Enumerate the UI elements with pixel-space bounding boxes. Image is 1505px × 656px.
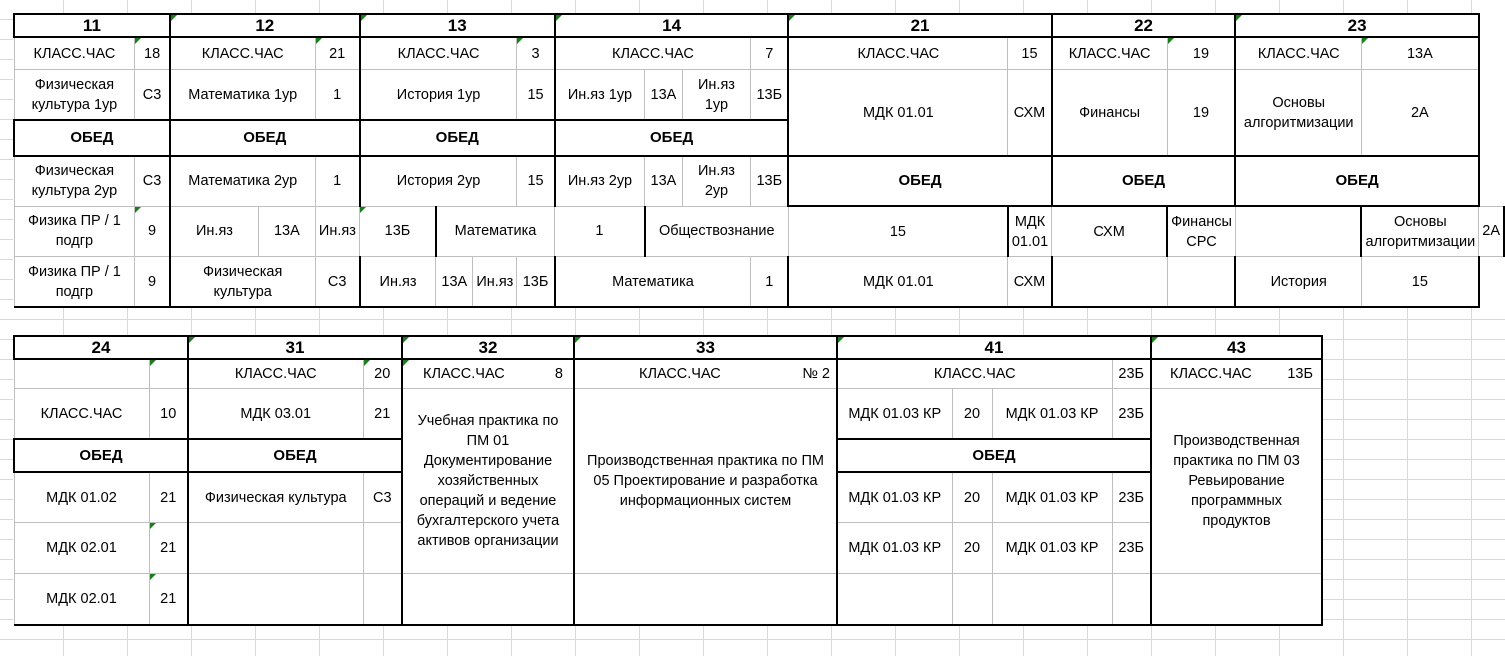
subject-cell[interactable] xyxy=(1052,257,1167,308)
subject-cell[interactable]: Ин.яз 1ур xyxy=(555,70,645,121)
room-cell[interactable] xyxy=(149,359,188,389)
subject-cell[interactable]: КЛАСС.ЧАС xyxy=(837,359,1112,389)
lunch-cell[interactable]: ОБЕД xyxy=(14,120,170,156)
subject-cell[interactable] xyxy=(188,523,363,574)
room-cell[interactable]: 13А xyxy=(645,70,683,121)
room-cell[interactable]: 13А xyxy=(436,257,473,308)
room-cell[interactable]: СХМ xyxy=(1052,206,1167,257)
room-cell[interactable]: 20 xyxy=(952,472,992,523)
lunch-cell[interactable]: ОБЕД xyxy=(837,439,1151,472)
group-header[interactable]: 33 xyxy=(574,336,837,359)
subject-cell[interactable]: Ин.яз xyxy=(170,206,259,257)
room-cell[interactable] xyxy=(363,574,402,626)
room-cell[interactable]: 15 xyxy=(517,156,555,206)
subject-cell[interactable]: МДК 01.01 xyxy=(788,257,1007,308)
lesson-row-1 xyxy=(14,389,1322,440)
subject-cell[interactable]: Физическая культура xyxy=(170,257,315,308)
class-hour-cell[interactable] xyxy=(402,359,574,389)
subject-cell[interactable]: История 1ур xyxy=(360,70,517,121)
room-cell[interactable]: 21 xyxy=(149,472,188,523)
subject-cell[interactable]: МДК 01.03 КР xyxy=(837,389,952,440)
class-hour-cell[interactable] xyxy=(574,359,837,389)
subject-cell[interactable]: Финансы xyxy=(1052,70,1167,157)
lunch-cell[interactable]: ОБЕД xyxy=(1052,156,1236,206)
practice-cell[interactable]: Производственная практика по ПМ 05 Проектирование и разработка информационных систем xyxy=(574,389,837,574)
subject-cell[interactable]: Физическая культура xyxy=(188,472,363,523)
class-hour-cell[interactable] xyxy=(1151,359,1322,389)
subject-cell[interactable]: МДК 02.01 xyxy=(14,574,149,626)
subject-cell[interactable]: Физика ПР / 1 подгр xyxy=(14,257,135,308)
subject-cell[interactable] xyxy=(837,574,952,626)
subject-label: КЛАСС.ЧАС xyxy=(1170,366,1252,382)
lesson-row-4 xyxy=(14,574,1322,626)
subject-cell[interactable]: МДК 01.03 КР xyxy=(837,523,952,574)
subject-cell[interactable]: КЛАСС.ЧАС xyxy=(170,37,315,70)
subject-cell[interactable]: Физическая культура 2ур xyxy=(14,156,135,206)
room-cell[interactable]: 13Б xyxy=(517,257,555,308)
room-cell[interactable]: 23Б xyxy=(1112,389,1151,440)
room-cell[interactable]: 9 xyxy=(135,257,170,308)
subject-cell[interactable]: Обществознание xyxy=(645,206,789,257)
room-cell[interactable]: 20 xyxy=(363,359,402,389)
subject-cell[interactable]: Финансы СРС xyxy=(1167,206,1235,257)
subject-cell[interactable]: Ин.яз 2ур xyxy=(682,156,750,206)
group-header[interactable]: 12 xyxy=(170,14,360,37)
subject-cell[interactable]: МДК 01.03 КР xyxy=(992,472,1112,523)
room-cell[interactable]: 1 xyxy=(751,257,789,308)
subject-cell[interactable]: КЛАСС.ЧАС xyxy=(14,37,135,70)
subject-cell[interactable]: МДК 01.03 КР xyxy=(992,389,1112,440)
subject-cell[interactable]: История xyxy=(1235,257,1361,308)
subject-cell[interactable]: Ин.яз xyxy=(360,257,436,308)
subject-label: КЛАСС.ЧАС xyxy=(639,366,721,382)
room-cell[interactable]: 13А xyxy=(1361,37,1478,70)
class-hour-row xyxy=(14,359,1322,389)
subject-cell[interactable]: МДК 01.02 xyxy=(14,472,149,523)
room-label: № 2 xyxy=(802,366,830,382)
room-cell[interactable]: С3 xyxy=(135,70,170,121)
group-header[interactable]: 13 xyxy=(360,14,555,37)
room-cell[interactable]: 23Б xyxy=(1112,472,1151,523)
group-header[interactable]: 23 xyxy=(1235,14,1478,37)
subject-cell[interactable]: Ин.яз 1ур xyxy=(682,70,750,121)
group-header[interactable]: 11 xyxy=(14,14,170,37)
subject-cell[interactable]: КЛАСС.ЧАС xyxy=(788,37,1007,70)
room-cell[interactable] xyxy=(1112,574,1151,626)
lunch-cell[interactable]: ОБЕД xyxy=(14,439,188,472)
room-cell[interactable]: 21 xyxy=(363,389,402,440)
group-header[interactable]: 21 xyxy=(788,14,1051,37)
subject-cell[interactable]: Ин.яз xyxy=(473,257,517,308)
subject-cell[interactable]: КЛАСС.ЧАС xyxy=(1052,37,1167,70)
header-row xyxy=(14,14,1504,37)
subject-cell[interactable]: Математика xyxy=(436,206,555,257)
room-cell[interactable]: 15 xyxy=(788,206,1007,257)
room-cell[interactable]: 3 xyxy=(517,37,555,70)
lesson-row-3 xyxy=(14,206,1504,257)
group-header[interactable]: 31 xyxy=(188,336,402,359)
room-cell[interactable]: 18 xyxy=(135,37,170,70)
lunch-cell[interactable]: ОБЕД xyxy=(788,156,1051,206)
subject-cell[interactable]: КЛАСС.ЧАС xyxy=(188,359,363,389)
lunch-cell[interactable]: ОБЕД xyxy=(555,120,789,156)
subject-cell[interactable]: МДК 01.03 КР xyxy=(837,472,952,523)
room-cell[interactable]: 13Б xyxy=(751,156,789,206)
schedule-table-bottom xyxy=(13,335,1323,626)
group-header[interactable]: 32 xyxy=(402,336,574,359)
subject-cell[interactable]: Математика xyxy=(555,257,751,308)
lunch-cell[interactable]: ОБЕД xyxy=(188,439,402,472)
room-cell[interactable]: С3 xyxy=(315,257,360,308)
room-cell[interactable]: 13А xyxy=(259,206,315,257)
room-cell[interactable]: 2А xyxy=(1479,206,1504,257)
lesson-row-2 xyxy=(14,156,1504,206)
lesson-row-1 xyxy=(14,70,1504,121)
room-cell[interactable]: 13Б xyxy=(360,206,436,257)
lunch-cell[interactable]: ОБЕД xyxy=(170,120,360,156)
room-cell[interactable]: 15 xyxy=(1361,257,1478,308)
subject-cell[interactable]: Математика 2ур xyxy=(170,156,315,206)
subject-cell[interactable]: МДК 01.03 КР xyxy=(992,523,1112,574)
subject-cell[interactable]: МДК 01.01 xyxy=(1008,206,1052,257)
room-cell[interactable]: 21 xyxy=(149,574,188,626)
room-label: 8 xyxy=(554,366,563,382)
practice-cell[interactable]: Учебная практика по ПМ 01 Документирование хозяйственных операций и ведение бухгалтерского учета активов организации xyxy=(402,389,574,574)
room-cell[interactable]: 19 xyxy=(1167,37,1235,70)
subject-cell[interactable]: Ин.яз xyxy=(315,206,360,257)
empty-cell[interactable] xyxy=(574,574,837,626)
subject-cell[interactable]: Физика ПР / 1 подгр xyxy=(14,206,135,257)
group-header[interactable]: 43 xyxy=(1151,336,1322,359)
room-cell[interactable]: 23Б xyxy=(1112,523,1151,574)
subject-cell[interactable] xyxy=(14,359,149,389)
subject-cell[interactable]: МДК 02.01 xyxy=(14,523,149,574)
room-cell[interactable] xyxy=(363,523,402,574)
subject-cell[interactable]: История 2ур xyxy=(360,156,517,206)
lesson-row-4 xyxy=(14,257,1504,308)
room-cell[interactable]: 23Б xyxy=(1112,359,1151,389)
room-cell[interactable]: 20 xyxy=(952,389,992,440)
room-label: 13Б xyxy=(1287,366,1313,382)
empty-cell[interactable] xyxy=(1151,574,1322,626)
room-cell[interactable]: 13Б xyxy=(751,70,789,121)
room-cell[interactable]: 7 xyxy=(751,37,789,70)
group-header[interactable]: 22 xyxy=(1052,14,1236,37)
subject-cell[interactable]: КЛАСС.ЧАС xyxy=(360,37,517,70)
subject-cell[interactable]: Основы алгоритмизации xyxy=(1235,70,1361,157)
lunch-cell[interactable]: ОБЕД xyxy=(1235,156,1478,206)
room-cell[interactable]: 10 xyxy=(149,389,188,440)
subject-cell[interactable]: Физическая культура 1ур xyxy=(14,70,135,121)
empty-cell[interactable] xyxy=(402,574,574,626)
subject-cell[interactable]: КЛАСС.ЧАС xyxy=(555,37,751,70)
room-cell[interactable]: 2А xyxy=(1361,70,1478,157)
room-cell[interactable]: 15 xyxy=(517,70,555,121)
practice-cell[interactable]: Производственная практика по ПМ 03 Ревьирование программных продуктов xyxy=(1151,389,1322,574)
room-cell[interactable]: СХМ xyxy=(1008,257,1052,308)
subject-cell[interactable]: Ин.яз 2ур xyxy=(555,156,645,206)
room-cell[interactable]: 20 xyxy=(952,523,992,574)
schedule-table-top xyxy=(13,13,1505,308)
room-cell[interactable]: 15 xyxy=(1008,37,1052,70)
room-cell[interactable]: С3 xyxy=(135,156,170,206)
room-cell[interactable]: 19 xyxy=(1167,70,1235,157)
class-hour-row xyxy=(14,37,1504,70)
lunch-cell[interactable]: ОБЕД xyxy=(360,120,555,156)
room-cell[interactable]: С3 xyxy=(363,472,402,523)
group-header[interactable]: 41 xyxy=(837,336,1151,359)
subject-cell[interactable] xyxy=(188,574,363,626)
room-cell[interactable]: 1 xyxy=(315,156,360,206)
subject-cell[interactable] xyxy=(992,574,1112,626)
subject-cell[interactable]: КЛАСС.ЧАС xyxy=(14,389,149,440)
group-header[interactable]: 14 xyxy=(555,14,789,37)
room-cell[interactable] xyxy=(1235,206,1361,257)
header-row xyxy=(14,336,1322,359)
room-cell[interactable]: 1 xyxy=(555,206,645,257)
room-cell[interactable] xyxy=(1167,257,1235,308)
room-cell[interactable]: 9 xyxy=(135,206,170,257)
subject-label: КЛАСС.ЧАС xyxy=(423,366,505,382)
subject-cell[interactable]: Математика 1ур xyxy=(170,70,315,121)
subject-cell[interactable]: КЛАСС.ЧАС xyxy=(1235,37,1361,70)
room-cell[interactable] xyxy=(952,574,992,626)
room-cell[interactable]: 21 xyxy=(149,523,188,574)
subject-cell[interactable]: Основы алгоритмизации xyxy=(1361,206,1478,257)
subject-cell[interactable]: МДК 03.01 xyxy=(188,389,363,440)
room-cell[interactable]: СХМ xyxy=(1008,70,1052,157)
subject-cell[interactable]: МДК 01.01 xyxy=(788,70,1007,157)
room-cell[interactable]: 21 xyxy=(315,37,360,70)
group-header[interactable]: 24 xyxy=(14,336,188,359)
room-cell[interactable]: 13А xyxy=(645,156,683,206)
room-cell[interactable]: 1 xyxy=(315,70,360,121)
